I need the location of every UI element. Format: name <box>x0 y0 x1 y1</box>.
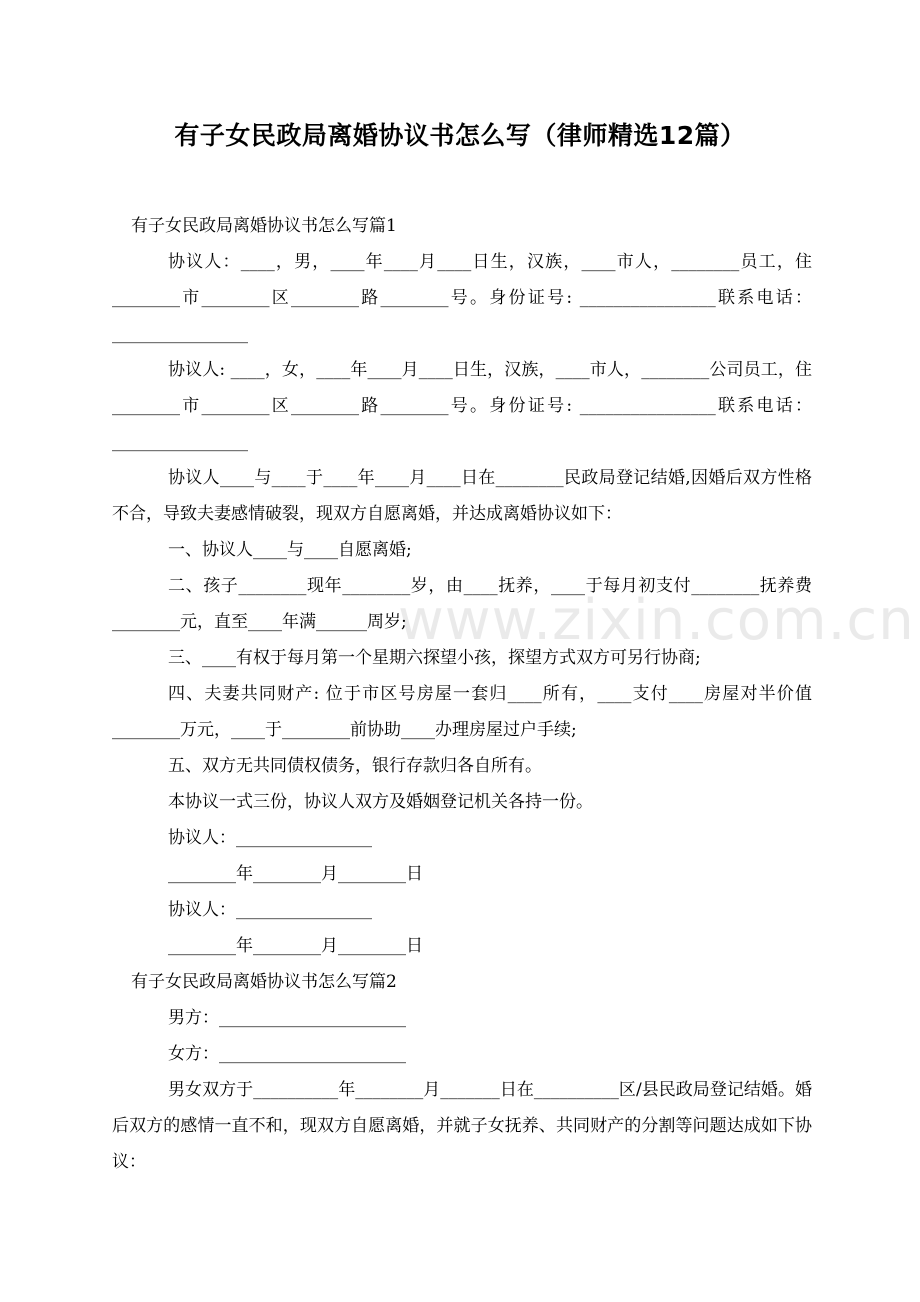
party1-paragraph: 协议人：____，男，____年____月____日生，汉族，____市人，________员工，住________市________区________路________号。身份证号: ________________联系电话：________________ <box>112 252 812 344</box>
document-title: 有子女民政局离婚协议书怎么写（律师精选12篇） <box>174 121 746 150</box>
section-heading-1: 有子女民政局离婚协议书怎么写篇1 <box>131 216 397 236</box>
clause-2: 二、孩子________现年________岁，由____抚养，____于每月初支付________抚养费________元，直至____年满______周岁; <box>112 576 812 632</box>
male-party-line: 男方：______________________ <box>168 1008 406 1028</box>
female-party-line: 女方：______________________ <box>168 1044 406 1064</box>
section-heading-2: 有子女民政局离婚协议书怎么写篇2 <box>131 972 397 992</box>
signature-line-1: 协议人：________________ <box>168 828 372 848</box>
intro-paragraph: 协议人____与____于____年____月____日在________民政局登记结婚,因婚后双方性格不合，导致夫妻感情破裂，现双方自愿离婚，并达成离婚协议如下： <box>112 468 812 524</box>
copies-statement: 本协议一式三份，协议人双方及婚姻登记机关各持一份。 <box>168 792 593 812</box>
date-line-1: ________年________月________日 <box>168 864 423 884</box>
clause-4: 四、夫妻共同财产: 位于市区号房屋一套归____所有，____支付____房屋对半价值________万元，____于________前协助____办理房屋过户手续; <box>112 684 812 740</box>
clause-3: 三、____有权于每月第一个星期六探望小孩，探望方式双方可另行协商; <box>168 648 701 668</box>
clause-1: 一、协议人____与____自愿离婚; <box>168 540 412 560</box>
clause-5: 五、双方无共同债权债务，银行存款归各自所有。 <box>168 756 542 776</box>
watermark: www.zixin.com.cn <box>398 588 915 653</box>
date-line-2: ________年________月________日 <box>168 936 423 956</box>
party2-paragraph: 协议人: ____，女，____年____月____日生，汉族，____市人，________公司员工，住________市________区________路________号。身份证号: ________________联系电话：________________ <box>112 360 812 452</box>
section2-intro-paragraph: 男女双方于__________年________月_______日在__________区/县民政局登记结婚。婚后双方的感情一直不和，现双方自愿离婚，并就子女抚养、共同财产的分割等问题达成如下协议： <box>112 1080 812 1172</box>
signature-line-2: 协议人：________________ <box>168 900 372 920</box>
document-body <box>112 208 812 1180</box>
